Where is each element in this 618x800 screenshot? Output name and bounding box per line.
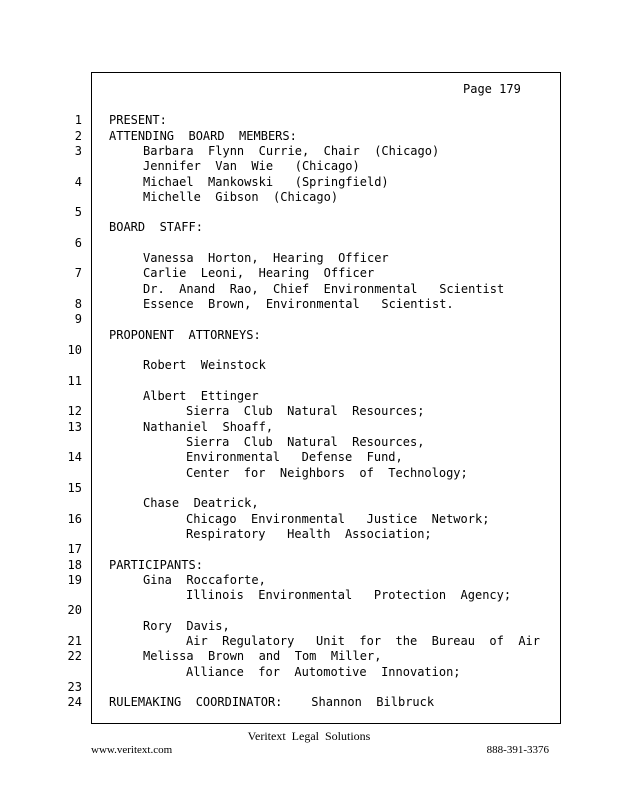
line-number: 15 [67, 481, 82, 495]
board-members-heading: ATTENDING BOARD MEMBERS: [109, 129, 297, 143]
board-member: Jennifer Van Wie (Chicago) [143, 159, 360, 173]
participant-line: Rory Davis, [143, 619, 230, 633]
board-member: Michael Mankowski (Springfield) [143, 175, 389, 189]
line-number: 3 [74, 144, 82, 158]
attorney-line: Albert Ettinger [143, 389, 259, 403]
line-number: 1 [74, 113, 82, 127]
line-number: 2 [74, 129, 82, 143]
line-number: 4 [74, 175, 82, 189]
line-number: 18 [67, 558, 82, 572]
line-number: 24 [67, 695, 82, 709]
line-number: 22 [67, 649, 82, 663]
line-number: 14 [67, 450, 82, 464]
attorney-line: Sierra Club Natural Resources; [186, 404, 425, 418]
line-number: 23 [67, 680, 82, 694]
attorney-line: Chicago Environmental Justice Network; [186, 512, 490, 526]
footer-website: www.veritext.com [91, 744, 173, 756]
participant-line: Air Regulatory Unit for the Bureau of Air [186, 634, 541, 648]
board-staff-member: Vanessa Horton, Hearing Officer [143, 251, 389, 265]
participant-line: Melissa Brown and Tom Miller, [143, 649, 382, 663]
footer-phone: 888-391-3376 [486, 744, 549, 756]
participant-line: Alliance for Automotive Innovation; [186, 665, 461, 679]
line-number: 12 [67, 404, 82, 418]
attorney-line: Nathaniel Shoaff, [143, 420, 274, 434]
line-number: 11 [67, 374, 82, 388]
page-number: Page 179 [463, 82, 521, 96]
line-number: 13 [67, 420, 82, 434]
board-staff-member: Essence Brown, Environmental Scientist. [143, 297, 454, 311]
attorney-line: Sierra Club Natural Resources, [186, 435, 425, 449]
line-number: 16 [67, 512, 82, 526]
board-member: Barbara Flynn Currie, Chair (Chicago) [143, 144, 440, 158]
board-staff-member: Carlie Leoni, Hearing Officer [143, 266, 375, 280]
line-number: 19 [67, 573, 82, 587]
rulemaking-coordinator: RULEMAKING COORDINATOR: Shannon Bilbruck [109, 695, 435, 709]
attorney-line: Environmental Defense Fund, [186, 450, 403, 464]
participant-line: Gina Roccaforte, [143, 573, 266, 587]
participant-line: Illinois Environmental Protection Agency; [186, 588, 512, 602]
proponent-attorneys-heading: PROPONENT ATTORNEYS: [109, 328, 261, 342]
line-number: 9 [74, 312, 82, 326]
attorney-line: Chase Deatrick, [143, 496, 259, 510]
footer-company: Veritext Legal Solutions [247, 729, 371, 743]
participants-heading: PARTICIPANTS: [109, 558, 203, 572]
line-number: 20 [67, 603, 82, 617]
present-heading: PRESENT: [109, 113, 167, 127]
line-number: 7 [74, 266, 82, 280]
line-number: 6 [74, 236, 82, 250]
board-staff-heading: BOARD STAFF: [109, 220, 203, 234]
board-member: Michelle Gibson (Chicago) [143, 190, 339, 204]
line-number: 21 [67, 634, 82, 648]
line-number: 5 [74, 205, 82, 219]
attorney-line: Center for Neighbors of Technology; [186, 466, 468, 480]
attorney-line: Respiratory Health Association; [186, 527, 432, 541]
board-staff-member: Dr. Anand Rao, Chief Environmental Scientist [143, 282, 505, 296]
attorney-line: Robert Weinstock [143, 358, 266, 372]
line-number: 8 [74, 297, 82, 311]
line-number: 10 [67, 343, 82, 357]
line-number: 17 [67, 542, 82, 556]
